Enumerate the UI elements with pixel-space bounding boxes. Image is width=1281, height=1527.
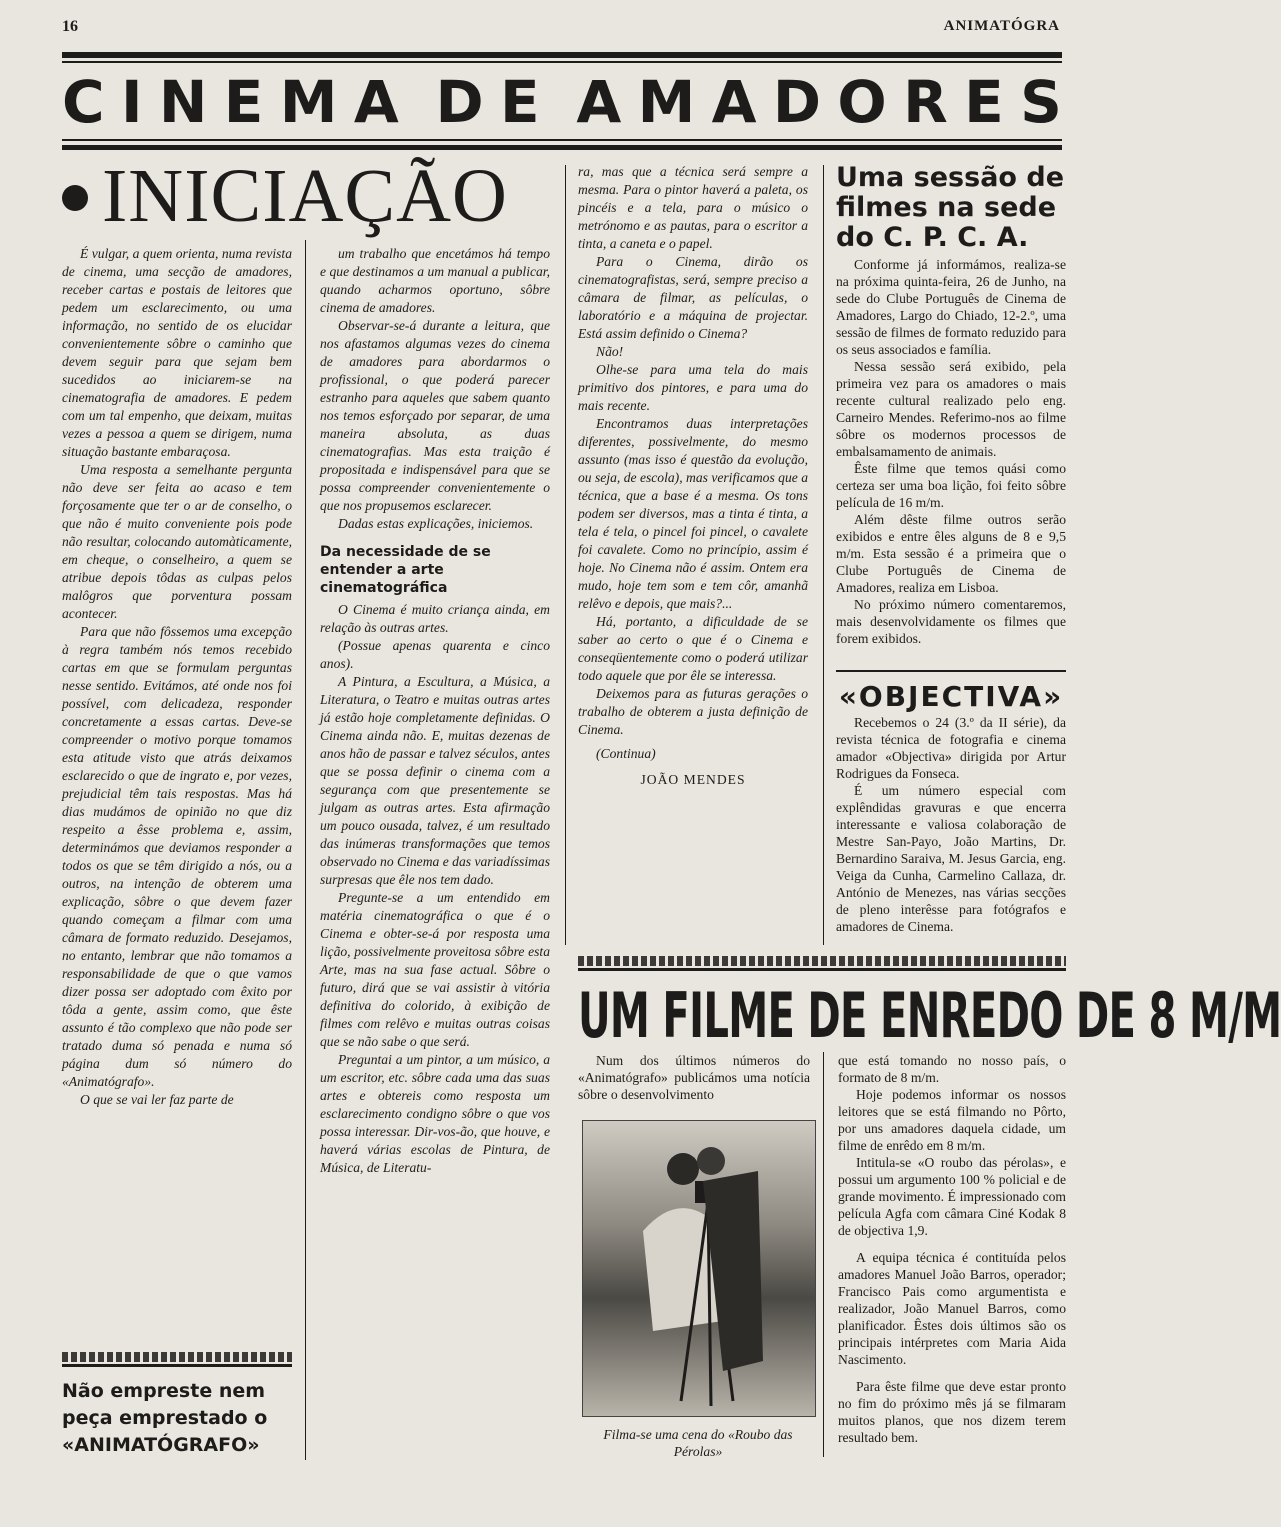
page-number: 16	[62, 18, 78, 35]
paragraph: Intitula-se «O roubo das pérolas», e possui um argumento 100 % policial e de grande movimento. É impressionado com película Agfa com câmara Ciné Kodak 8 de objectiva 1,9.	[838, 1155, 1066, 1238]
article-column-2	[320, 245, 550, 1177]
session-title-line: filmes na sede	[836, 192, 1057, 223]
paragraph: Uma resposta a semelhante pergunta não deve ser feita ao acaso e tem forçosamente que ter o ar de conselho, o que não é muito conveniente pois pode não resultar, colocando automàticamente, em cheque, o conselheiro, a quem se atribue depois tôdas as culpas pelos malôgros que porventura possam acontecer.	[62, 462, 292, 621]
banner-top-rule	[62, 52, 1062, 58]
banner-letter: E	[223, 68, 264, 136]
paragraph: Num dos últimos números do «Animatógrafo» publicámos uma notícia sôbre o desenvolvimento	[578, 1053, 810, 1102]
paragraph: Hoje podemos informar os nossos leitores que se está filmando no Pôrto, por uns amadores daquela cidade, um filme de enrêdo em 8 m/m.	[838, 1087, 1066, 1153]
column-divider	[823, 165, 824, 945]
paragraph: A Pintura, a Escultura, a Música, a Literatura, o Teatro e muitas outras artes já estão hoje completamente definidas. O Cinema ainda não. E, muitas dezenas de anos hão de passar e talvez séculos, antes que se possa definir o cinema com a segurança com que presentemente se julgam as outras artes. Esta afirmação um pouco ousada, talvez, é um resultado das inúmeras transformações que temos observado no Cinema e das variadíssimas surpresas que êle nos tem dado.	[320, 674, 550, 887]
paragraph: A equipa técnica é contituída pelos amadores Manuel João Barros, operador; Francisco Pais como argumentista e realizador, João Manuel Barros, como planificador. Êstes dois últimos são os principais intérpretes com Maria Aida Nascimento.	[838, 1250, 1066, 1367]
banner-letter: O	[837, 68, 887, 136]
paragraph: O Cinema é muito criança ainda, em relação às outras artes.	[320, 602, 550, 635]
paragraph: Há, portanto, a dificuldade de se saber ao certo o que é o Cinema e conseqüentemente como o poderá utilizar todo aquele que por êle se interessa.	[578, 614, 808, 683]
paragraph: Observar-se-á durante a leitura, que nos afastamos algumas vezes do cinema de amadores para abordarmos o profissional, o que poderá parecer estranho para aqueles que sabem quanto nos temos esforçado por separar, de uma maneira absoluta, as duas cinematografias. Mas esta traição é propositada e indispensável para que se possa compreender convenientemente o que nos propusemos esclarecer.	[320, 318, 550, 513]
paragraph: que está tomando no nosso país, o formato de 8 m/m.	[838, 1053, 1066, 1085]
paragraph: (Possue apenas quarenta e cinco anos).	[320, 638, 550, 671]
camera-operator-illustration	[583, 1121, 815, 1416]
film-title: UM FILME DE ENREDO DE 8 M/M	[578, 979, 1281, 1052]
banner-letter: A	[576, 68, 622, 136]
paragraph: Nessa sessão será exibido, pela primeira vez para os amadores o mais recente cultural realizado pelo eng. Carneiro Mendes. Referimo-nos ao filme sôbre os modernos processos de embalsamamento de animais.	[836, 359, 1066, 459]
banner-letter: E	[499, 68, 540, 136]
session-body	[836, 256, 1066, 647]
film-photo	[582, 1120, 816, 1417]
paragraph: É um número especial com explêndidas gravuras e que encerra interessante e valiosa colaboração de Mestre San-Payo, João Martins, Dr. Bernardino Saraiva, M. Jesus Garcia, eng. Veiga da Cunha, Carmelino Callaza, dr. António de Menezes, nas várias secções de pleno interêsse para fotógrafos e amadores de Cinema.	[836, 783, 1066, 934]
paragraph: Pregunte-se a um entendido em matéria cinematográfica o que é o Cinema e obter-se-á por resposta uma lição, possivelmente proveitosa sôbre esta Arte, mas na sua fase actual. Sôbre o futuro, dirá que se vai assistir à vitória definitiva do colorido, à exibição de filmes com relêvo e muitas outras coisas que se não sabe o que será.	[320, 890, 550, 1049]
article-subhead: Da necessidade de se entender a arte cinematográfica	[320, 544, 491, 596]
banner-letter: I	[120, 68, 143, 136]
promo-line: «ANIMATÓGRAFO»	[62, 1434, 260, 1456]
session-title-line: Uma sessão de	[836, 162, 1065, 193]
banner-letter: A	[711, 68, 757, 136]
paragraph: Preguntai a um pintor, a um músico, a um escritor, etc. sôbre cada uma das suas artes e obtereis como resposta um esclarecimento condigno sôbre o que vos possa interessar. Dir-vos-ão, que houve, e haverá várias escolas de Pintura, de Música, de Literatu-	[320, 1052, 550, 1175]
banner-bottom-rule-thick	[62, 145, 1062, 150]
paragraph: um trabalho que encetámos há tempo e que destinamos a um manual a publicar, quando acharmos oportuno, sôbre cinema de amadores.	[320, 246, 550, 315]
banner-top-rule-thin	[62, 61, 1062, 63]
objectiva-body	[836, 714, 1066, 935]
bullet-dot-icon	[62, 185, 88, 211]
author-signature: JOÃO MENDES	[640, 772, 746, 787]
banner-letter: M	[637, 68, 696, 136]
promo-box	[62, 1378, 302, 1459]
banner-letter: M	[279, 68, 338, 136]
banner-letter: S	[1020, 68, 1062, 136]
column-divider	[565, 165, 566, 945]
paragraph: ra, mas que a técnica será sempre a mesma. Para o pintor haverá a paleta, os pincéis e a tela, para o músico o metrónomo e as pautas, para o escritor a tinta, a caneta e o papel.	[578, 164, 808, 251]
session-title	[836, 163, 1066, 253]
section-banner	[62, 68, 1062, 136]
continua-note: (Continua)	[596, 746, 656, 761]
banner-letter: R	[903, 68, 948, 136]
paragraph: Deixemos para as futuras gerações o trabalho de obterem a justa definição de Cinema.	[578, 686, 808, 737]
article-column-3	[578, 163, 808, 789]
running-head: ANIMATÓGRA	[943, 18, 1060, 34]
paragraph: Para que não fôssemos uma excepção à regra também nós temos recebido cartas em que se formulam perguntas nesse sentido. Evitámos, até onde nos foi possível, com delicadeza, responder concretamente a essas cartas. Deve-se compreender o motivo porque tomamos esta atitude visto que atrás deixamos esclarecido o que de ingrato e, por vezes, prejudicial têm tais respostas. Mas há dias mudámos de opinião no que diz respeito a êsse problema e, assim, determinámos que deviamos responder a todos os que se têm dirigido a nós, ou a outros, na intenção de obterem uma explicação, sôbre o que devem fazer quando começam a filmar com uma câmara de formato reduzido. Desejamos, no entanto, lembrar que não tomamos a responsabilidade de que o que vamos dizer possa ser adoptado com êxito por tôda a gente, assim como, que êste assunto é tão complexo que não pode ser tratado duma só penada e numa só página dum só número do «Animatógrafo».	[62, 624, 292, 1089]
paragraph: Êste filme que temos quási como certeza ser uma boa lição, foi feito sôbre película de 16 m/m.	[836, 461, 1066, 510]
article-title	[62, 156, 552, 236]
film-body	[838, 1052, 1066, 1446]
paragraph: Encontramos duas interpretações diferentes, possivelmente, do mesmo assunto (mas isso é questão da evolução, ou seja, de escola), mas verificamos que a técnica, que a base é a mesma. Os tons podem ser diversos, mas a tinta é tinta, a tela é tela, o pincel foi pincel, o cavalete foi cavalete. Como no princípio, assim é hoje. No Cinema não é assim. Ontem era mudo, hoje tem som e tem côr, amanhã relêvo e depois, que mais?...	[578, 416, 808, 611]
decorative-separator	[62, 1352, 292, 1362]
paragraph: Conforme já informámos, realiza-se na próxima quinta-feira, 26 de Junho, na sede do Clube Português de Cinema de Amadores, Largo do Chiado, 12-2.º, uma sessão de filmes de formato reduzido para os seus associados e família.	[836, 257, 1066, 357]
banner-letter: N	[158, 68, 208, 136]
film-intro	[578, 1052, 810, 1103]
article-column-1	[62, 245, 292, 1109]
paragraph: Para êste filme que deve estar pronto no fim do próximo mês já se filmaram muitos planos, que nos dizem terem resultado bem.	[838, 1379, 1066, 1445]
banner-letter: C	[62, 68, 105, 136]
banner-letter: D	[435, 68, 484, 136]
paragraph: Olhe-se para uma tela do mais primitivo dos pintores, e para uma do mais recente.	[578, 362, 808, 413]
photo-caption: Filma-se uma cena do «Roubo das Pérolas»	[603, 1427, 793, 1459]
paragraph: Além dêste filme outros serão exibidos e entre êles alguns de 8 e 9,5 m/m. Esta sessão é a primeira que o Clube Português de Cinema de Amadores, realiza em Lisboa.	[836, 512, 1066, 595]
paragraph: É vulgar, a quem orienta, numa revista de cinema, uma secção de amadores, receber cartas e postais de leitores que pedem um esclarecimento, ou uma informação, no sentido de os elucidar convenientemente sôbre o caminho que devem seguir para que sejam bem sucedidos ao iniciarem-se na cinematografia de amadores. E pedem com um tal empenho, que deixam, muitas vezes a pessoa a quem se dirigem, numa situação bastante embaraçosa.	[62, 246, 292, 459]
banner-bottom-rule	[62, 139, 1062, 141]
session-title-line: do C. P. C. A.	[836, 222, 1029, 253]
banner-letter: D	[772, 68, 822, 136]
decorative-separator	[578, 956, 1066, 966]
paragraph: Para o Cinema, dirão os cinematografistas, será, sempre preciso a câmara de filmar, as películas, o laboratório e a máquina de projectar. Está assim definido o Cinema?	[578, 254, 808, 341]
decorative-separator-line	[578, 968, 1066, 971]
paragraph: Dadas estas explicações, iniciemos.	[338, 516, 534, 531]
column-divider	[305, 240, 306, 1460]
objectiva-title: «OBJECTIVA»	[838, 680, 1064, 713]
article-title-text: INICIAÇÃO	[102, 154, 508, 238]
banner-letter: A	[353, 68, 399, 136]
promo-line: peça emprestado o	[62, 1407, 268, 1429]
promo-line: Não empreste nem	[62, 1380, 266, 1402]
paragraph: No próximo número comentaremos, mais desenvolvidamente os filmes que forem exibidos.	[836, 597, 1066, 646]
decorative-separator-line	[62, 1364, 292, 1367]
section-rule	[836, 670, 1066, 672]
banner-letter: E	[964, 68, 1004, 136]
paragraph: Recebemos o 24 (3.º da II série), da revista técnica de fotografia e cinema amador «Objectiva» dirigida por Artur Rodrigues da Fonseca.	[836, 715, 1066, 781]
paragraph: O que se vai ler faz parte de	[80, 1092, 234, 1107]
paragraph: Não!	[596, 344, 624, 359]
column-divider	[823, 1052, 824, 1457]
